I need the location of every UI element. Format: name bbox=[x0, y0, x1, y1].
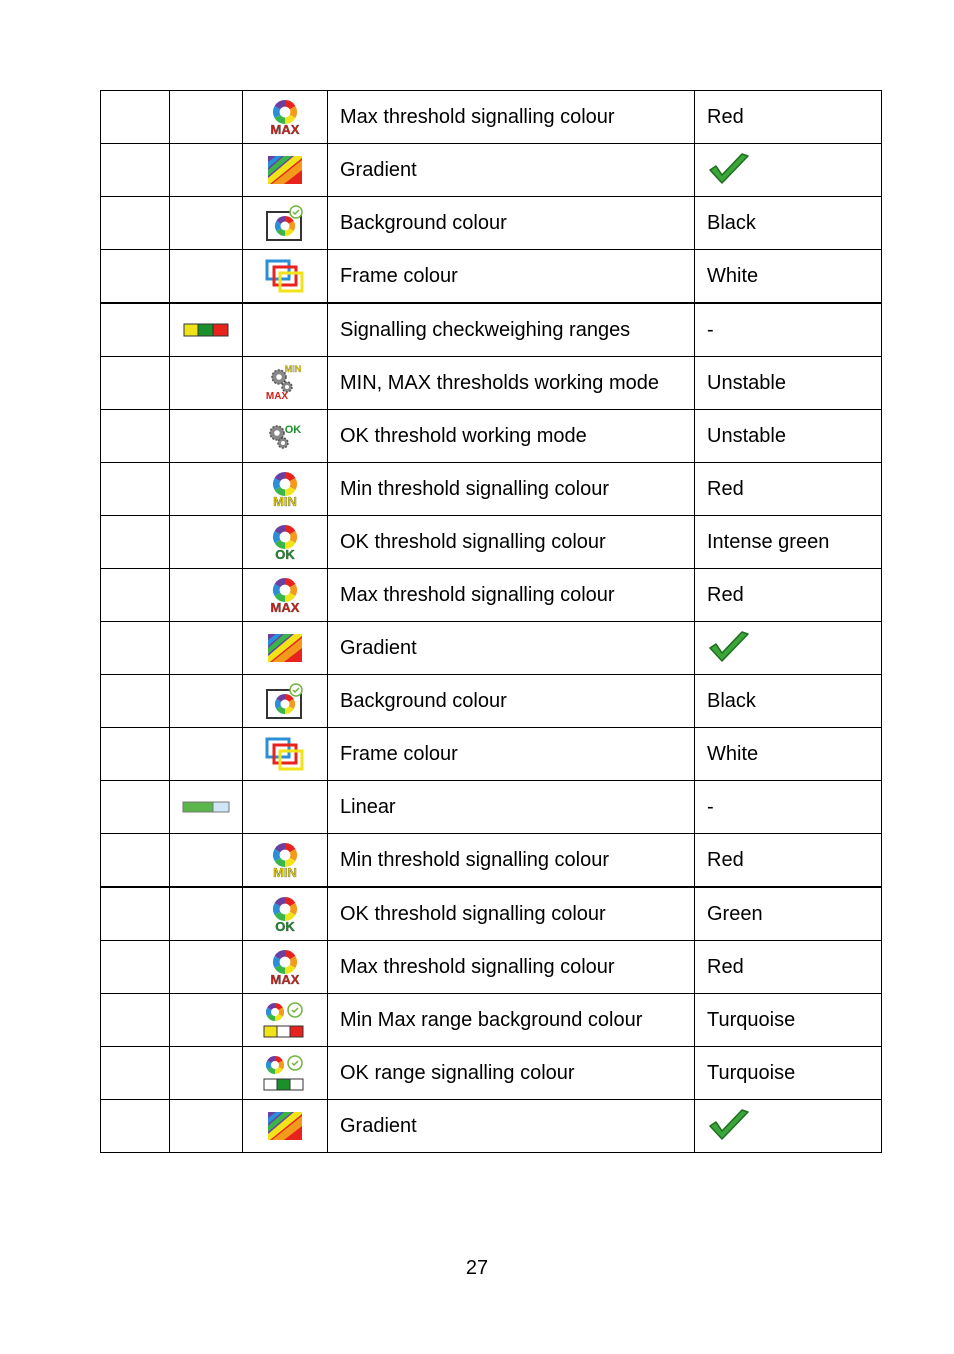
table-row bbox=[101, 1100, 882, 1153]
row-icon-cell bbox=[243, 675, 328, 728]
parameter-label: Frame colour bbox=[328, 728, 695, 781]
table-row bbox=[101, 781, 882, 834]
parameter-label: Min threshold signalling colour bbox=[328, 834, 695, 888]
table-row bbox=[101, 994, 882, 1047]
parameter-label: Gradient bbox=[328, 144, 695, 197]
gradient-icon bbox=[268, 156, 302, 184]
frame-colour-icon bbox=[265, 257, 305, 295]
row-indicator-cell bbox=[170, 887, 243, 941]
row-icon-cell bbox=[243, 781, 328, 834]
frame-colour-icon bbox=[265, 735, 305, 773]
parameter-label: Max threshold signalling colour bbox=[328, 941, 695, 994]
icon-label: MIN bbox=[273, 865, 297, 879]
table-row bbox=[101, 834, 882, 888]
max-icon bbox=[265, 576, 305, 614]
row-empty-cell bbox=[101, 622, 170, 675]
checkmark-icon bbox=[707, 630, 751, 666]
parameter-value: Red bbox=[695, 463, 882, 516]
parameter-label: Frame colour bbox=[328, 250, 695, 304]
row-empty-cell bbox=[101, 303, 170, 357]
checkmark-icon bbox=[707, 1108, 751, 1144]
table-row bbox=[101, 675, 882, 728]
icon-label-max: MAX bbox=[265, 391, 289, 402]
row-icon-cell bbox=[243, 941, 328, 994]
parameter-value: Intense green bbox=[695, 516, 882, 569]
row-indicator-cell bbox=[170, 357, 243, 410]
row-icon-cell bbox=[243, 357, 328, 410]
row-empty-cell bbox=[101, 91, 170, 144]
parameter-value bbox=[695, 1100, 882, 1153]
parameter-label: Signalling checkweighing ranges bbox=[328, 303, 695, 357]
parameter-label: OK threshold signalling colour bbox=[328, 887, 695, 941]
parameter-label: Max threshold signalling colour bbox=[328, 569, 695, 622]
ok-range-icon bbox=[263, 1053, 307, 1093]
table-row bbox=[101, 197, 882, 250]
table-row bbox=[101, 250, 882, 304]
row-indicator-cell bbox=[170, 834, 243, 888]
gradient-icon bbox=[268, 1112, 302, 1140]
table-row bbox=[101, 569, 882, 622]
table-row bbox=[101, 303, 882, 357]
row-empty-cell bbox=[101, 357, 170, 410]
icon-label: MAX bbox=[270, 600, 300, 614]
table-row bbox=[101, 463, 882, 516]
row-indicator-cell bbox=[170, 463, 243, 516]
parameter-label: Gradient bbox=[328, 1100, 695, 1153]
minmax-mode-icon bbox=[263, 363, 307, 403]
parameter-value: Unstable bbox=[695, 410, 882, 463]
icon-label: OK bbox=[275, 547, 295, 561]
row-icon-cell bbox=[243, 463, 328, 516]
ok-icon bbox=[265, 895, 305, 933]
table-row bbox=[101, 91, 882, 144]
background-colour-icon bbox=[265, 204, 305, 242]
row-indicator-cell bbox=[170, 569, 243, 622]
parameter-label: OK threshold signalling colour bbox=[328, 516, 695, 569]
icon-label: MAX bbox=[270, 122, 300, 136]
row-indicator-cell bbox=[170, 516, 243, 569]
row-icon-cell bbox=[243, 303, 328, 357]
parameter-label: Min Max range background colour bbox=[328, 994, 695, 1047]
row-empty-cell bbox=[101, 994, 170, 1047]
parameter-value: Red bbox=[695, 91, 882, 144]
parameter-label: Background colour bbox=[328, 675, 695, 728]
parameter-label: Background colour bbox=[328, 197, 695, 250]
row-indicator-cell bbox=[170, 941, 243, 994]
row-empty-cell bbox=[101, 675, 170, 728]
parameter-label: Gradient bbox=[328, 622, 695, 675]
parameter-value bbox=[695, 144, 882, 197]
table-row bbox=[101, 516, 882, 569]
table-row bbox=[101, 410, 882, 463]
row-icon-cell bbox=[243, 728, 328, 781]
icon-label: MIN bbox=[273, 494, 297, 508]
table-row bbox=[101, 728, 882, 781]
row-icon-cell bbox=[243, 144, 328, 197]
row-indicator-cell bbox=[170, 994, 243, 1047]
row-icon-cell bbox=[243, 410, 328, 463]
parameters-table bbox=[100, 90, 882, 1153]
row-empty-cell bbox=[101, 1047, 170, 1100]
row-indicator-cell bbox=[170, 144, 243, 197]
parameter-label: OK range signalling colour bbox=[328, 1047, 695, 1100]
linear-bar-icon bbox=[182, 801, 230, 813]
row-indicator-cell bbox=[170, 1100, 243, 1153]
row-indicator-cell bbox=[170, 91, 243, 144]
gradient-icon bbox=[268, 634, 302, 662]
parameter-value bbox=[695, 622, 882, 675]
row-icon-cell bbox=[243, 622, 328, 675]
row-empty-cell bbox=[101, 516, 170, 569]
row-indicator-cell bbox=[170, 675, 243, 728]
parameter-value: Green bbox=[695, 887, 882, 941]
parameter-value: Turquoise bbox=[695, 1047, 882, 1100]
row-icon-cell bbox=[243, 250, 328, 304]
row-empty-cell bbox=[101, 941, 170, 994]
row-icon-cell bbox=[243, 994, 328, 1047]
row-icon-cell bbox=[243, 569, 328, 622]
row-empty-cell bbox=[101, 250, 170, 304]
table-row bbox=[101, 941, 882, 994]
row-icon-cell bbox=[243, 197, 328, 250]
row-empty-cell bbox=[101, 887, 170, 941]
parameter-label: OK threshold working mode bbox=[328, 410, 695, 463]
row-empty-cell bbox=[101, 1100, 170, 1153]
row-icon-cell bbox=[243, 887, 328, 941]
row-empty-cell bbox=[101, 834, 170, 888]
parameter-value: Red bbox=[695, 941, 882, 994]
row-indicator-cell bbox=[170, 622, 243, 675]
table-row bbox=[101, 622, 882, 675]
max-icon bbox=[265, 948, 305, 986]
icon-label-min: MIN bbox=[284, 364, 302, 374]
parameter-value: - bbox=[695, 781, 882, 834]
table-row bbox=[101, 1047, 882, 1100]
row-indicator-cell bbox=[170, 781, 243, 834]
parameter-value: White bbox=[695, 728, 882, 781]
ok-mode-icon bbox=[263, 419, 307, 453]
parameter-value: Turquoise bbox=[695, 994, 882, 1047]
parameter-value: Black bbox=[695, 675, 882, 728]
row-empty-cell bbox=[101, 197, 170, 250]
parameter-value: Black bbox=[695, 197, 882, 250]
parameter-label: Max threshold signalling colour bbox=[328, 91, 695, 144]
min-icon bbox=[265, 841, 305, 879]
row-icon-cell bbox=[243, 1047, 328, 1100]
row-indicator-cell bbox=[170, 197, 243, 250]
icon-label: OK bbox=[284, 424, 302, 436]
row-indicator-cell bbox=[170, 250, 243, 304]
parameter-value: White bbox=[695, 250, 882, 304]
parameter-value: Red bbox=[695, 834, 882, 888]
ranges-bar-icon bbox=[183, 323, 229, 337]
row-indicator-cell bbox=[170, 410, 243, 463]
row-icon-cell bbox=[243, 91, 328, 144]
icon-label: MAX bbox=[270, 972, 300, 986]
background-colour-icon bbox=[265, 682, 305, 720]
parameter-label: Linear bbox=[328, 781, 695, 834]
row-empty-cell bbox=[101, 781, 170, 834]
icon-label: OK bbox=[275, 919, 295, 933]
min-icon bbox=[265, 470, 305, 508]
checkmark-icon bbox=[707, 152, 751, 188]
parameter-label: Min threshold signalling colour bbox=[328, 463, 695, 516]
row-empty-cell bbox=[101, 728, 170, 781]
row-empty-cell bbox=[101, 410, 170, 463]
parameter-value: Red bbox=[695, 569, 882, 622]
table-row bbox=[101, 357, 882, 410]
page-number: 27 bbox=[465, 1257, 489, 1279]
table-row bbox=[101, 144, 882, 197]
row-empty-cell bbox=[101, 463, 170, 516]
max-icon bbox=[265, 98, 305, 136]
row-icon-cell bbox=[243, 516, 328, 569]
table-row bbox=[101, 887, 882, 941]
row-indicator-cell bbox=[170, 303, 243, 357]
row-empty-cell bbox=[101, 144, 170, 197]
parameter-value: Unstable bbox=[695, 357, 882, 410]
row-indicator-cell bbox=[170, 1047, 243, 1100]
parameters-table-body bbox=[101, 91, 882, 1153]
row-icon-cell bbox=[243, 834, 328, 888]
row-icon-cell bbox=[243, 1100, 328, 1153]
parameter-value: - bbox=[695, 303, 882, 357]
row-indicator-cell bbox=[170, 728, 243, 781]
parameter-label: MIN, MAX thresholds working mode bbox=[328, 357, 695, 410]
row-empty-cell bbox=[101, 569, 170, 622]
ok-icon bbox=[265, 523, 305, 561]
minmax-range-icon bbox=[263, 1000, 307, 1040]
